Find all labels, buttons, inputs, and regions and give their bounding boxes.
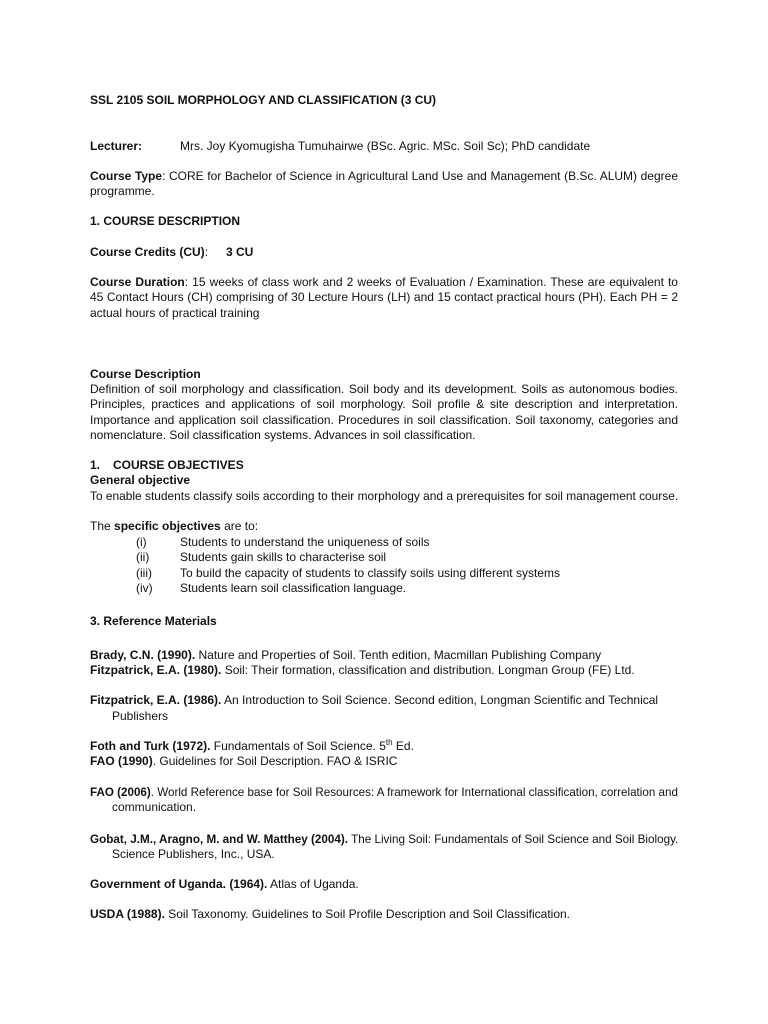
course-credits-line: Course Credits (CU): 3 CU [90,245,254,259]
reference-entry: Brady, C.N. (1990). Nature and Properties of Soil. Tenth edition, Macmillan Publishing Company [90,648,602,662]
course-title: SSL 2105 SOIL MORPHOLOGY AND CLASSIFICATION (3 CU) [90,93,437,107]
course-description-heading: Course Description [90,367,201,381]
course-type-paragraph [90,169,678,200]
lecturer-value: Mrs. Joy Kyomugisha Tumuhairwe (BSc. Agric. MSc. Soil Sc); PhD candidate [180,139,591,153]
references-heading: 3. Reference Materials [90,614,217,628]
general-objective-text: To enable students classify soils according to their morphology and a prerequisites for soil management course. [90,489,679,503]
reference-entry: FAO (2006). World Reference base for Soil Resources: A framework for International classification, correlation and [90,785,678,799]
lecturer-label: Lecturer: [90,139,143,153]
reference-entry-continuation: Science Publishers, Inc., USA. [112,847,275,861]
credits-label: Course Credits (CU) [90,245,205,259]
objectives-heading: 1. COURSE OBJECTIVES [90,458,244,472]
section-heading-course-description: 1. COURSE DESCRIPTION [90,214,241,228]
reference-entry: Gobat, J.M., Aragno, M. and W. Matthey (2004). The Living Soil: Fundamentals of Soil Science and Soil Biology. [90,832,679,846]
reference-entry: Foth and Turk (1972). Fundamentals of Soil Science. 5th Ed. [90,738,414,753]
reference-entry-continuation: communication. [112,800,197,814]
general-objective-heading: General objective [90,473,191,487]
reference-entry: USDA (1988). Soil Taxonomy. Guidelines to Soil Profile Description and Soil Classification. [90,907,571,921]
course-description-text: Definition of soil morphology and classification. Soil body and its development. Soils as autonomous bodies. Principles, practices and applications of soil morphology. Soil profile & site description and interpretation. Importance and application soil classification. Procedures in soil classification. Soil taxonomy, categories and nomenclature. Soil classification systems. Advances in soil classification. [90,382,678,442]
lecturer-line [90,139,591,154]
specific-objectives-intro: The specific objectives are to: [90,519,259,533]
duration-label: Course Duration [90,275,185,289]
reference-entry: Fitzpatrick, E.A. (1980). Soil: Their formation, classification and distribution. Longman Group (FE) Ltd. [90,663,635,677]
reference-entry: FAO (1990). Guidelines for Soil Description. FAO & ISRIC [90,754,398,768]
duration-value: : 15 weeks of class work and 2 weeks of Evaluation / Examination. These are equivalent to 45 Contact Hours (CH) comprising of 30 Lecture Hours (LH) and 15 contact practical hours (PH). Each PH = 2 actual hours of practical training [90,275,678,320]
course-type-label: Course Type [90,169,163,183]
reference-entry: Government of Uganda. (1964). Atlas of Uganda. [90,877,359,891]
course-duration-paragraph [90,275,678,321]
reference-entry-continuation: Publishers [112,709,169,723]
credits-value: 3 CU [226,245,254,259]
reference-entry: Fitzpatrick, E.A. (1986). An Introduction to Soil Science. Second edition, Longman Scientific and Technical [90,693,659,707]
course-type-value: : CORE for Bachelor of Science in Agricultural Land Use and Management (B.Sc. ALUM) degree programme. [90,169,678,199]
